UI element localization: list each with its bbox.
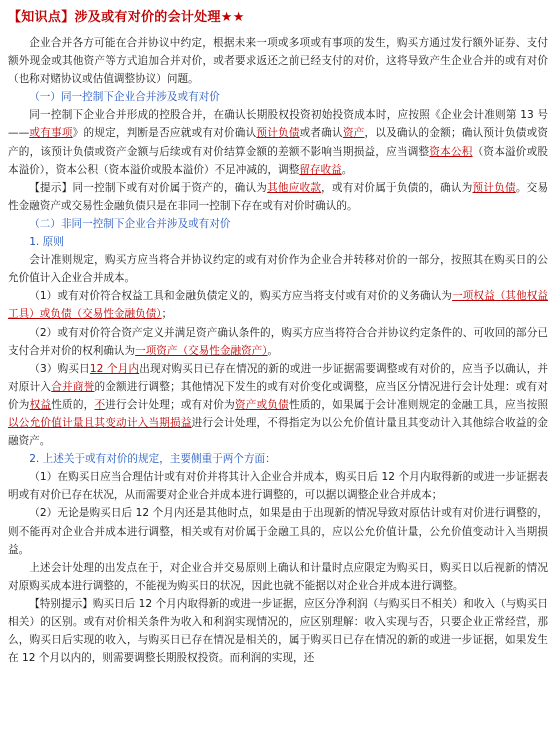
term-not: 不 (94, 398, 106, 411)
principle-item-2: （2）或有对价符合资产定义并满足资产确认条件的，购买方应当将符合合并协议约定条件的、可收回的部分已支付合并对价的权利确认为一项资产（交易性金融资产）。 (8, 326, 548, 357)
aspect-item-1: （1）在购买日应当合理估计或有对价并将其计入企业合并成本，购买日后 12 个月内取得新的或进一步证据表明或有对价已存在状况，从而需要对企业合并成本进行调整的，可以据以调整企业合并成本； (8, 471, 548, 502)
term-goodwill: 合并商誉 (51, 380, 95, 393)
subheading-two-aspects: 2. 上述关于或有对价的规定，主要侧重于两个方面： (29, 453, 276, 466)
term-asset: 资产 (342, 127, 365, 140)
principle-item-3: （3）购买日12 个月内出现对购买日已存在情况的新的或进一步证据需要调整或有对价的，应当予以确认，并对原计入合并商誉的金额进行调整；其他情况下发生的或有对价变化或调整，应当区分情况进行会计处理：或有对价为权益性质的，不进行会计处理；或有对价为资产或负债性质的，如果属于会计准则规定的金融工具，应当按照以公允价值计量且其变动计入当期损益进行会计处理，不得指定为以公允价值计量且其变动计入其他综合收益的金融资产。 (8, 362, 549, 448)
term-equity-or-liability: 一项权益（其他权益工具）或负债（交易性金融负债） (8, 290, 548, 321)
special-tip-paragraph: 【特别提示】购买日后 12 个月内取得新的或进一步证据，应区分净利润（与购买日不相关）和收入（与购买日相关）的区别。或有对价相关条件为收入和利润实现情况的，应区别理解：收入实现与否，只要企业正常经营，那么，购买日后实现的收入，与购买日已存在情况是相关的，属于购买日已存在情况的新的或进一步证据，如果发生在 12 个月以内的，则需要调整长期股权投资。而利润的实现，还 (8, 597, 548, 665)
term-financial-asset: 一项资产（交易性金融资产） (135, 344, 268, 357)
term-other-receivables: 其他应收款 (267, 181, 322, 194)
intro-paragraph: 企业合并各方可能在合并协议中约定，根据未来一项或多项或有事项的发生，购买方通过发行额外证券、支付额外现金或其他资产等方式追加合并对价，或者要求返还之前已经支付的对价，这将导致产生企业合并的或有对价（也称对赌协议或估值调整协议）问题。 (8, 37, 548, 86)
aspect-item-2: （2）无论是购买日后 12 个月内还是其他时点，如果是由于出现新的情况导致对原估计或有对价进行调整的，则不能再对企业合并成本进行调整，相关或有对价属于金融工具的，应以公允价值计量，公允价值变动计入当期损益。 (8, 507, 548, 556)
rationale-paragraph: 上述会计处理的出发点在于，对企业合并交易原则上确认和计量时点应限定为购买日，购买日以后视新的情况对原购买成本进行调整的，不能视为购买日的状况，因此也就不能据以对企业合并成本进行调整。 (8, 561, 548, 592)
term-12-months: 12 个月内 (89, 362, 140, 375)
term-equity: 权益 (29, 398, 52, 411)
term-fvtpl: 以公允价值计量且其变动计入当期损益 (8, 416, 192, 429)
principle-paragraph: 会计准则规定，购买方应当将合并协议约定的或有对价作为企业合并转移对价的一部分，按照其在购买日的公允价值计入企业合并成本。 (8, 254, 548, 285)
term-contingency: 或有事项 (29, 127, 73, 140)
principle-item-1: （1）或有对价符合权益工具和金融负债定义的，购买方应当将支付或有对价的义务确认为一项权益（其他权益工具）或负债（交易性金融负债）； (8, 290, 548, 321)
section-heading-different-control: （二）非同一控制下企业合并涉及或有对价 (29, 217, 231, 230)
term-capital-reserve: 资本公积 (429, 145, 473, 158)
term-retained-earnings: 留存收益 (299, 163, 342, 176)
term-asset-or-liability: 资产或负债 (234, 398, 289, 411)
subheading-principle: 1. 原则 (29, 236, 64, 249)
term-estimated-liability: 预计负债 (256, 127, 300, 140)
term-estimated-liability-2: 预计负债 (472, 181, 516, 194)
page-title: 【知识点】涉及或有对价的会计处理★★ (8, 10, 245, 25)
section-heading-same-control: （一）同一控制下企业合并涉及或有对价 (29, 91, 220, 104)
same-control-paragraph: 同一控制下企业合并形成的控股合并，在确认长期股权投资初始投资成本时，应按照《企业会计准则第 13 号——或有事项》的规定，判断是否应就或有对价确认预计负债或者确认资产，以及确认的金额；确认预计负债或资产的，该预计负债或资产金额与后续或有对价结算金额的差额不影响当期损益，应当调整资本公积（资本溢价或股本溢价），资本公积（资本溢价或股本溢价）不足冲减的，调整留存收益。 (8, 109, 549, 176)
same-control-tip: 【提示】同一控制下或有对价属于资产的，确认为其他应收款，或有对价属于负债的，确认为预计负债。交易性金融资产或交易性金融负债只是在非同一控制下存在或有对价时确认的。 (8, 181, 549, 212)
